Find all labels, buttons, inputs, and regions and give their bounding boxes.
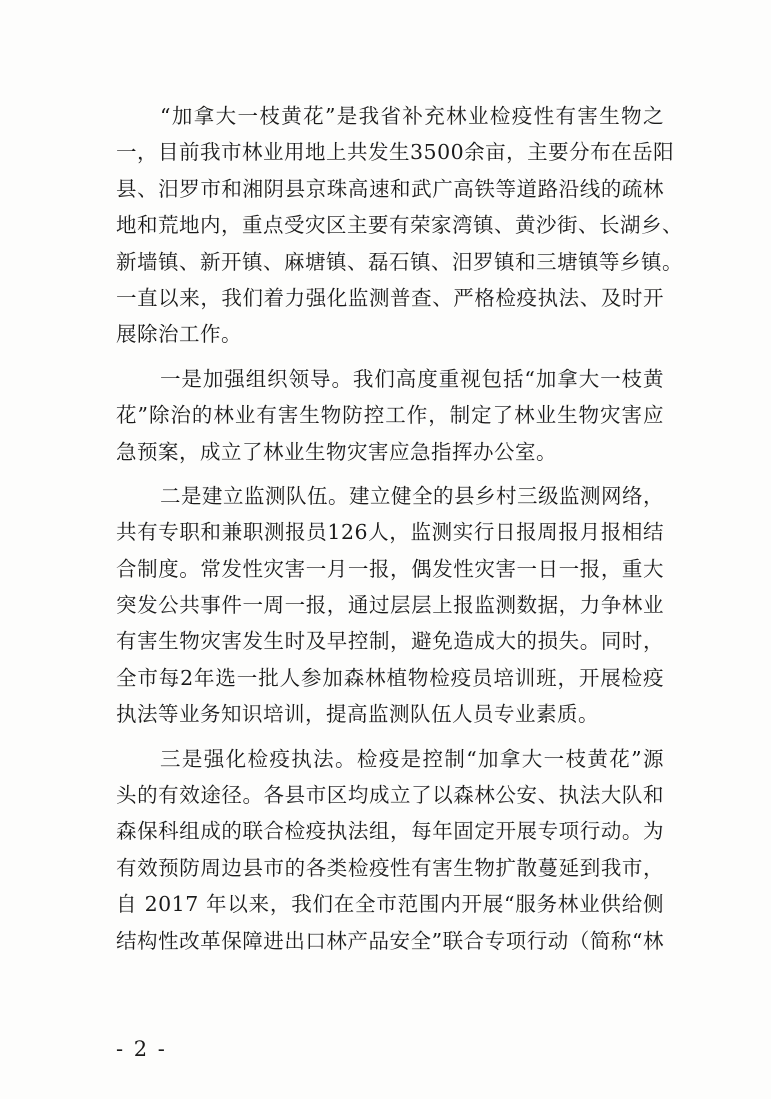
text-line: 自 2017 年以来，我们在全市范围内开展“服务林业供给侧 — [116, 892, 664, 917]
text-line: 展除治工作。 — [116, 322, 242, 347]
text-line: 合制度。常发性灾害一月一报，偶发性灾害一日一报，重大 — [116, 556, 664, 581]
text-line: 共有专职和兼职测报员126人，监测实行日报周报月报相结 — [116, 520, 664, 545]
paragraph-monitoring — [116, 478, 664, 733]
text-line: 森保科组成的联合检疫执法组，每年固定开展专项行动。为 — [116, 819, 664, 844]
text-line: 突发公共事件一周一报，通过层层上报监测数据，力争林业 — [116, 593, 664, 618]
text-line: 有效预防周边县市的各类检疫性有害生物扩散蔓延到我市， — [116, 855, 664, 880]
text-line: 一是加强组织领导。我们高度重视包括“加拿大一枝黄 — [160, 366, 664, 391]
text-line: 新墙镇、新开镇、麻塘镇、磊石镇、汨罗镇和三塘镇等乡镇。 — [116, 249, 683, 274]
text-line: 执法等业务知识培训，提高监测队伍人员专业素质。 — [116, 702, 599, 727]
text-line: 二是建立监测队伍。建立健全的县乡村三级监测网络， — [160, 483, 664, 508]
text-line: 有害生物灾害发生时及早控制，避免造成大的损失。同时， — [116, 629, 664, 654]
paragraph-organization — [116, 361, 664, 470]
text-line: 县、汨罗市和湘阴县京珠高速和武广高铁等道路沿线的疏林 — [116, 176, 664, 201]
paragraph-quarantine — [116, 741, 664, 959]
text-line: 一直以来，我们着力强化监测普查、严格检疫执法、及时开 — [116, 285, 664, 310]
page-number: - 2 - — [116, 1037, 167, 1061]
text-line: 结构性改革保障进出口林产品安全”联合专项行动（简称“林 — [116, 928, 664, 953]
text-line: 三是强化检疫执法。检疫是控制“加拿大一枝黄花”源 — [160, 746, 664, 771]
document-body — [116, 98, 683, 959]
text-line: “加拿大一枝黄花”是我省补充林业检疫性有害生物之 — [160, 104, 664, 128]
text-line: 全市每2年选一批人参加森林植物检疫员培训班，开展检疫 — [116, 665, 664, 690]
text-line: 一，目前我市林业用地上共发生3500余亩，主要分布在岳阳 — [116, 140, 675, 165]
text-line: 头的有效途径。各县市区均成立了以森林公安、执法大队和 — [116, 783, 664, 808]
paragraph-intro — [116, 98, 683, 353]
text-line: 急预案，成立了林业生物灾害应急指挥办公室。 — [116, 439, 557, 464]
text-line: 地和荒地内，重点受灾区主要有荣家湾镇、黄沙街、长湖乡、 — [116, 213, 683, 238]
text-line: 花”除治的林业有害生物防控工作，制定了林业生物灾害应 — [116, 403, 664, 428]
